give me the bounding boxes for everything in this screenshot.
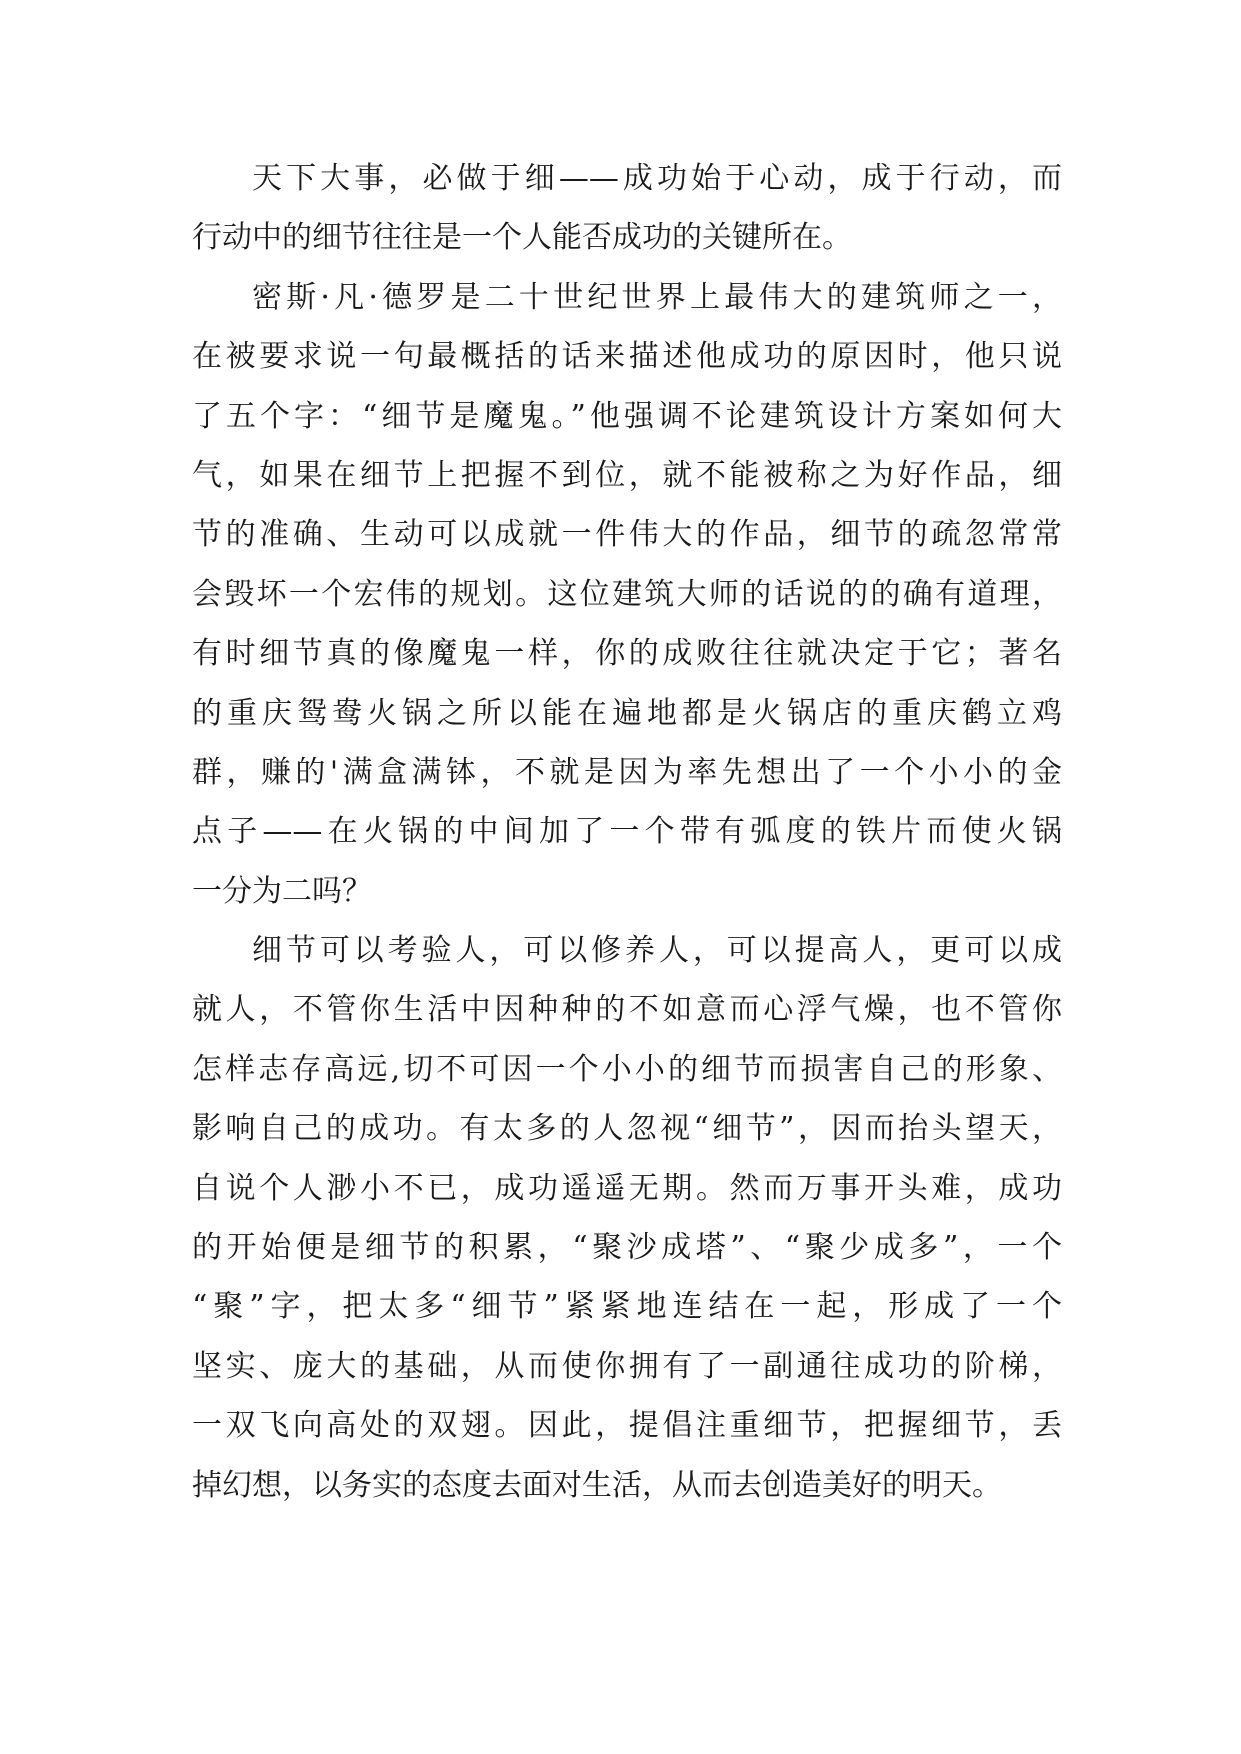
paragraph-line: 的重庆鸳鸯火锅之所以能在遍地都是火锅店的重庆鹤立鸡 [192,695,1062,731]
paragraph-line: 气，如果在细节上把握不到位，就不能被称之为好作品，细 [192,457,1062,493]
paragraph-line: 自说个人渺小不已，成功遥遥无期。然而万事开头难，成功 [192,1170,1062,1206]
paragraph-line: 掉幻想，以务实的态度去面对生活，从而去创造美好的明天。 [192,1467,1002,1503]
paragraph-1 [192,159,1062,278]
paragraph-line: 群，赚的'满盒满钵，不就是因为率先想出了一个小小的金 [192,754,1062,790]
paragraph-line: 怎样志存高远,切不可因一个小小的细节而损害自己的形象、 [192,1051,1062,1087]
paragraph-line: 节的准确、生动可以成就一件伟大的作品，细节的疏忽常常 [192,517,1062,553]
paragraph-line: 在被要求说一句最概括的话来描述他成功的原因时，他只说 [192,339,1062,375]
paragraph-line: 细节可以考验人，可以修养人，可以提高人，更可以成 [252,933,1062,969]
paragraph-line: “聚”字，把太多“细节”紧紧地连结在一起，形成了一个 [192,1289,1062,1325]
paragraph-3 [192,931,1062,1525]
paragraph-line: 了五个字：“细节是魔鬼。”他强调不论建筑设计方案如何大 [192,398,1062,434]
paragraph-line: 坚实、庞大的基础，从而使你拥有了一副通往成功的阶梯， [192,1348,1062,1384]
paragraph-line: 的开始便是细节的积累，“聚沙成塔”、“聚少成多”，一个 [192,1230,1062,1266]
paragraph-2 [192,278,1062,931]
paragraph-line: 密斯·凡·德罗是二十世纪世界上最伟大的建筑师之一， [252,279,1062,315]
paragraph-line: 行动中的细节往往是一个人能否成功的关键所在。 [192,220,852,256]
paragraph-line: 会毁坏一个宏伟的规划。这位建筑大师的话说的的确有道理， [192,576,1062,612]
paragraph-line: 一双飞向高处的双翅。因此，提倡注重细节，把握细节，丢 [192,1408,1062,1444]
paragraph-line: 影响自己的成功。有太多的人忽视“细节”，因而抬头望天， [192,1111,1062,1147]
paragraph-line: 一分为二吗？ [192,873,372,909]
paragraph-line: 点子——在火锅的中间加了一个带有弧度的铁片而使火锅 [192,814,1062,850]
document-body [192,159,1062,1525]
paragraph-line: 天下大事，必做于细——成功始于心动，成于行动，而 [252,161,1062,196]
paragraph-line: 就人，不管你生活中因种种的不如意而心浮气燥，也不管你 [192,992,1062,1028]
paragraph-line: 有时细节真的像魔鬼一样，你的成败往往就决定于它；著名 [192,636,1062,672]
